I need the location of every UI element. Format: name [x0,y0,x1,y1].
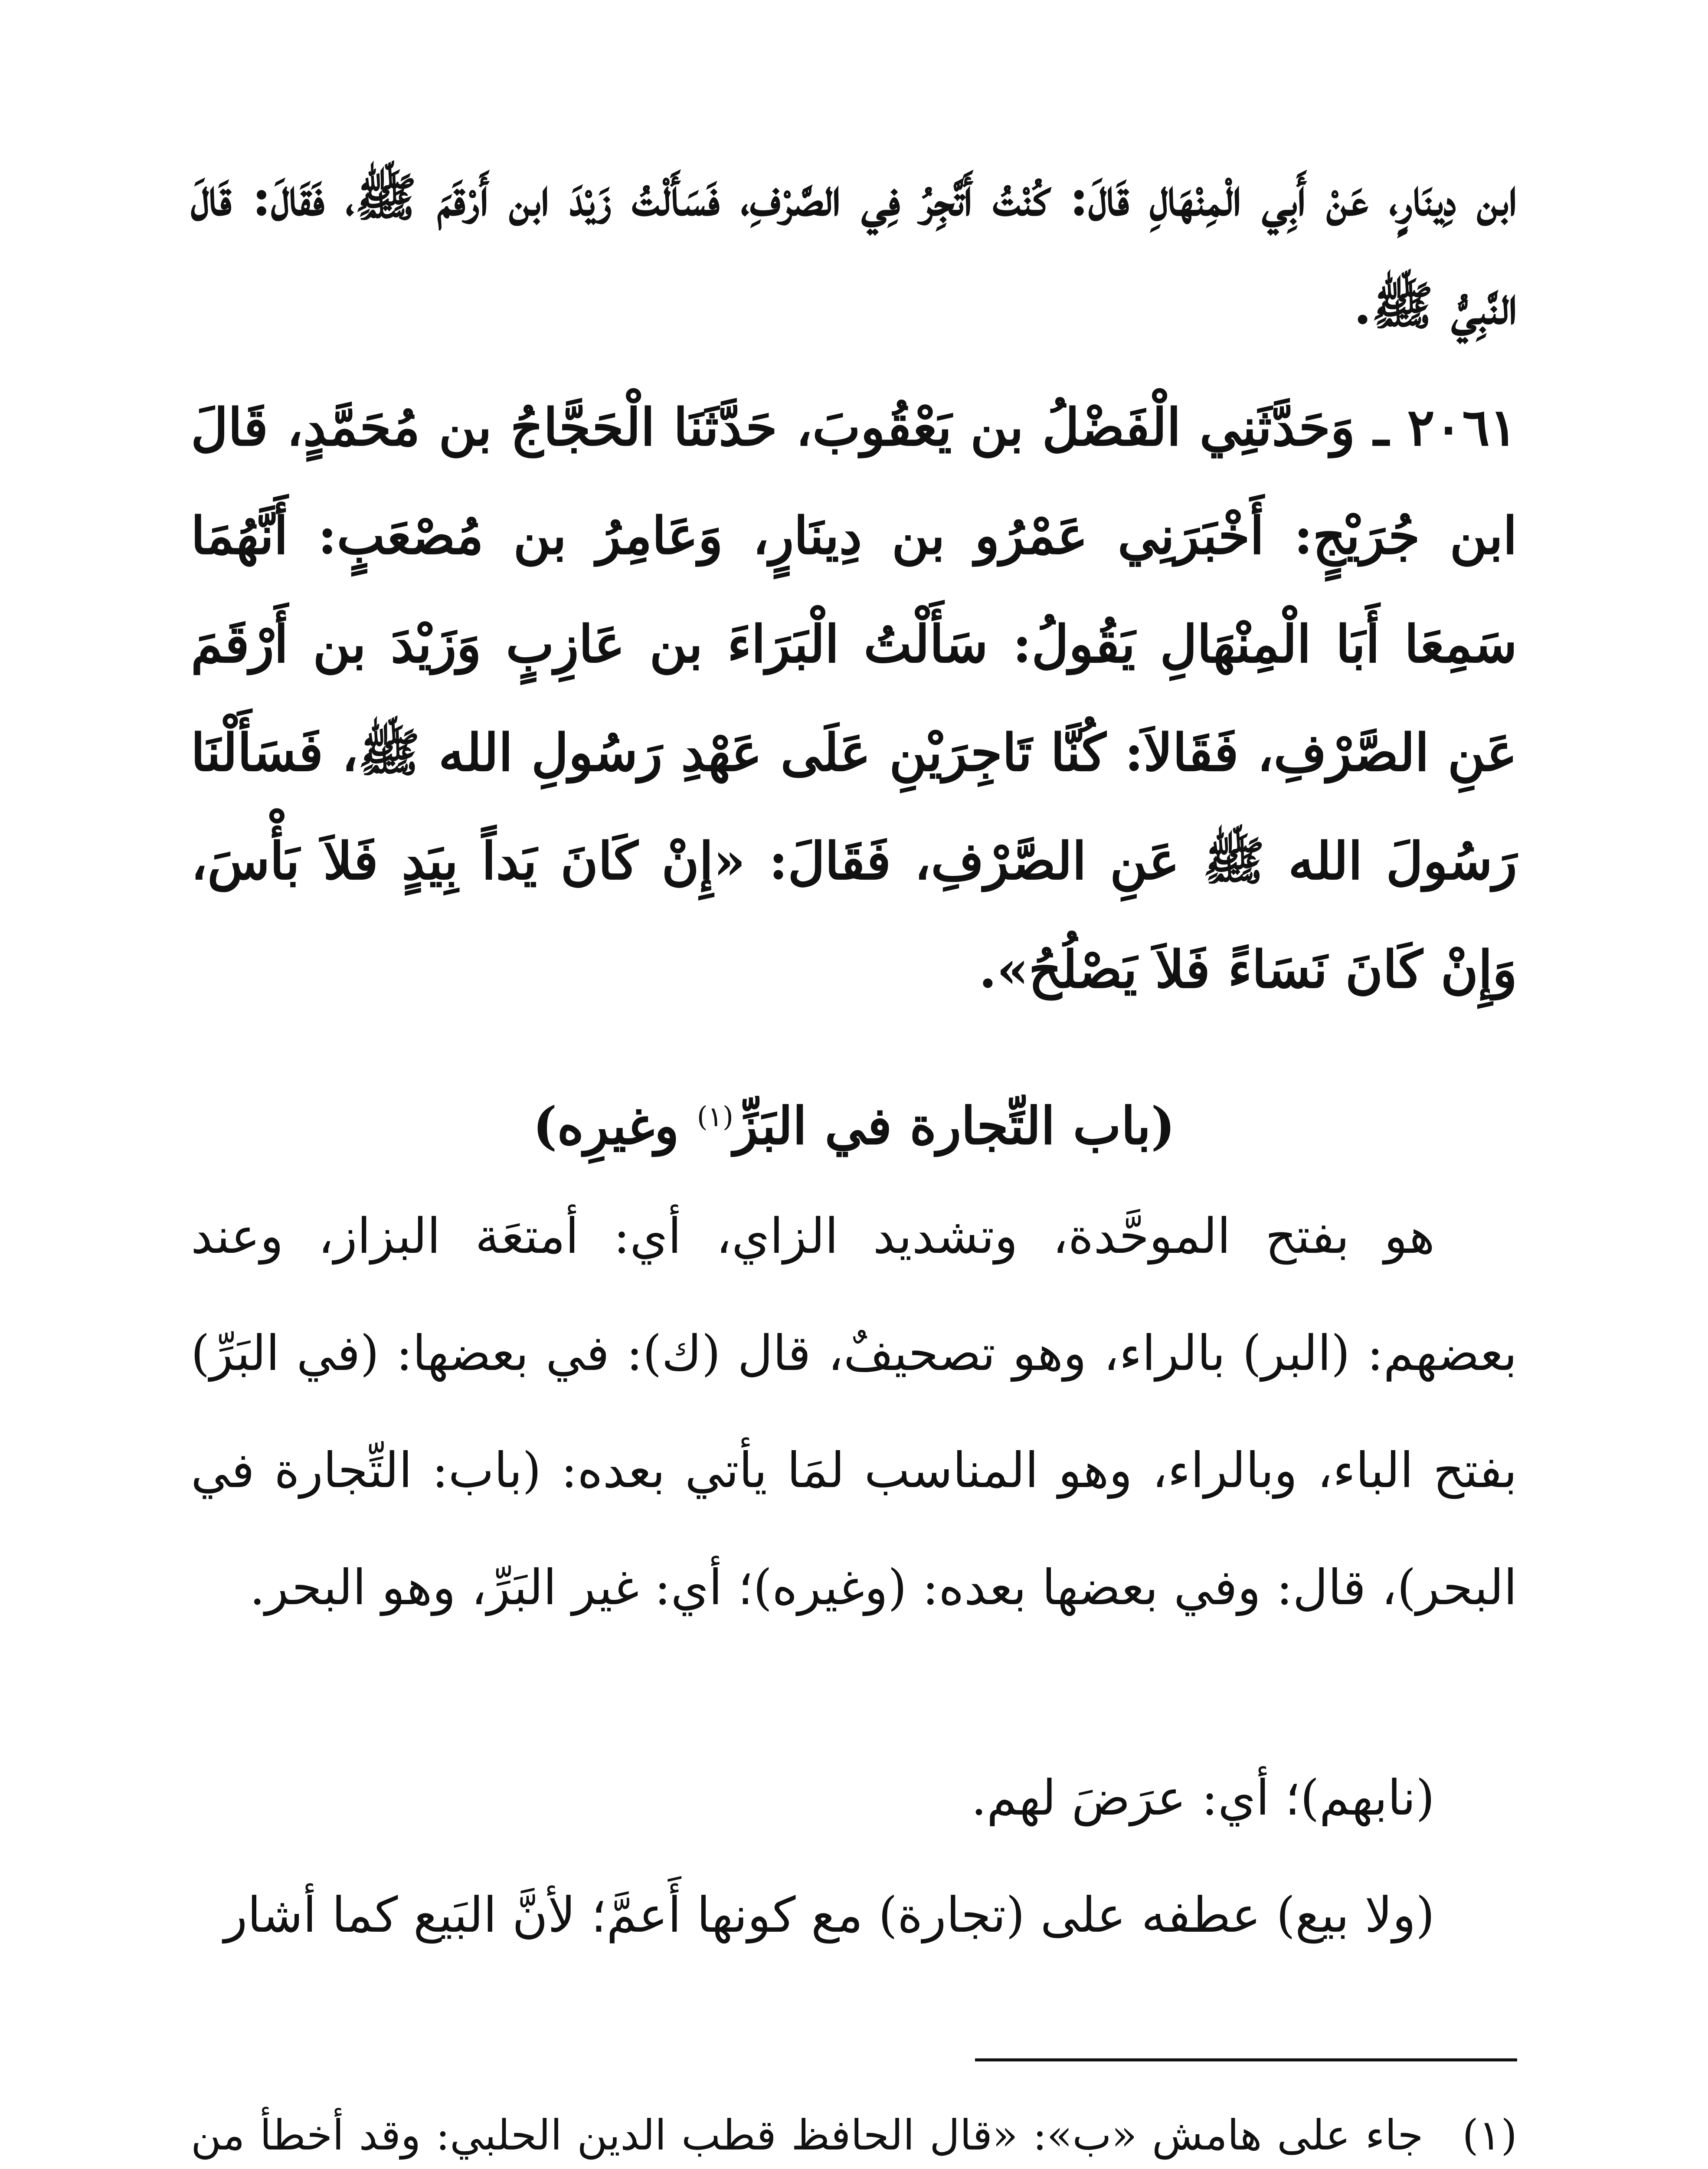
commentary-text: هو بفتح الموحَّدة، وتشديد الزاي، أي: أمتعَة البزاز، وعند بعضهم: (البر) بالراء، وهو تصحيفٌ، قال (ك): في بعضها: (في البَرِّ) بفتح الباء، وبالراء، وهو المناسب لمَا يأتي بعده: (باب: التِّجارة في البحر)، قال: وفي بعضها بعده: (وغيره)؛ أي: غير البَرِّ، وهو البحر. [191,1208,1517,1616]
footnote-reference: (١) [697,1101,733,1133]
hadith-2060-continuation [191,143,1517,360]
hadith-2061-text: ٢٠٦١ ـ وَحَدَّثَنِي الْفَضْلُ بن يَعْقُوبَ، حَدَّثَنَا الْحَجَّاجُ بن مُحَمَّدٍ، قَالَ ابن جُرَيْجٍ: أَخْبَرَنِي عَمْرُو بن دِينَارٍ، وَعَامِرُ بن مُصْعَبٍ: أَنَّهُمَا سَمِعَا أَبَا الْمِنْهَالِ يَقُولُ: سَأَلْتُ الْبَرَاءَ بن عَازِبٍ وَزَيْدَ بن أَرْقَمَ عَنِ الصَّرْفِ، فَقَالاَ: كُنَّا تَاجِرَيْنِ عَلَى عَهْدِ رَسُولِ الله ﷺ، فَسَأَلْنَا رَسُولَ الله ﷺ عَنِ الصَّرْفِ، فَقَالَ: «إِنْ كَانَ يَداً بِيَدٍ فَلاَ بَأْسَ، وَإِنْ كَانَ نَسَاءً فَلاَ يَصْلُحُ». [191,397,1517,999]
commentary-text: (ولا بيع) عطفه على (تجارة) مع كونها أَعمَّ؛ لأنَّ البَيع كما أشار [224,1887,1435,1943]
hadith-2060-text: ابن دِينَارٍ، عَنْ أَبِي الْمِنْهَالِ قَالَ: كُنْتُ أَتَّجِرُ فِي الصَّرْفِ، فَسَأَلْتُ زَيْدَ ابن أَرْقَمَ ﷺ، فَقَالَ: قَالَ النَّبِيُّ ﷺ. [191,167,1517,336]
commentary-text: (نابهم)؛ أي: عرَضَ لهم. [971,1770,1435,1826]
chapter-heading-title-end: وغيرِه) [533,1095,697,1156]
footnote-text: جاء على هامش «ب»: «قال الحافظ قطب الدين الحلبي: وقد أخطأ من [191,2111,1423,2159]
footnote-marker: (١) [1462,2111,1517,2159]
hadith-2061 [191,373,1517,1024]
commentary-paragraph [191,1857,1517,1974]
commentary-paragraph [191,1178,1517,1646]
footnote [191,2089,1517,2169]
footnote-divider [975,2058,1517,2061]
chapter-heading-title: (باب التِّجارة في البَزِّ [733,1095,1175,1156]
chapter-heading [191,1074,1517,1169]
commentary-paragraph [191,1740,1517,1857]
